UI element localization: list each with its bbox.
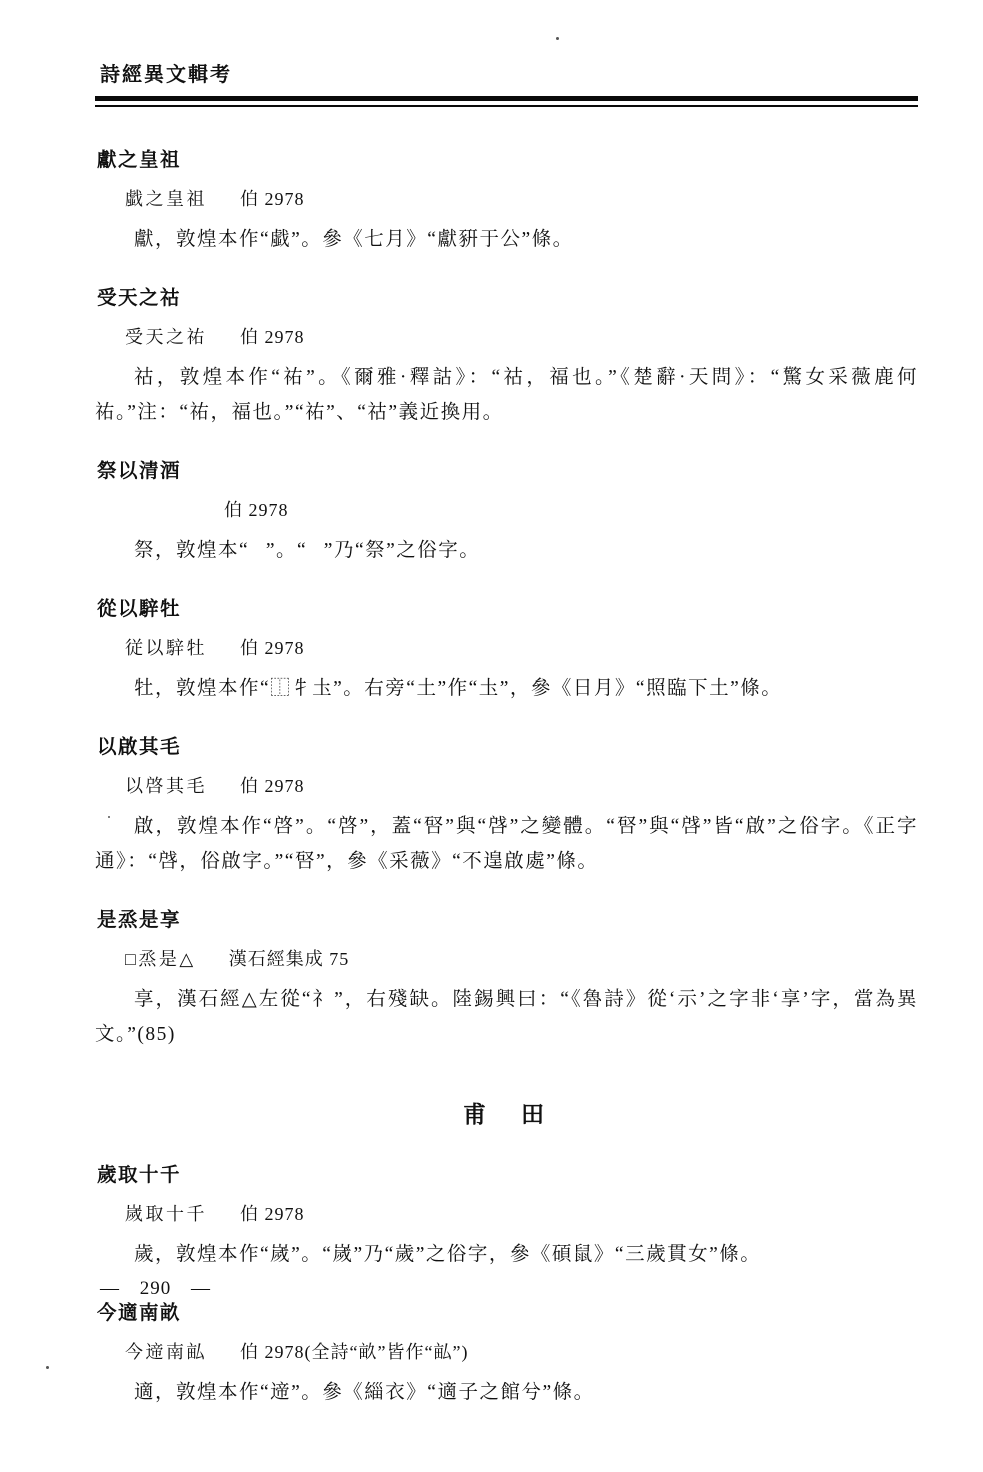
page-number-dash-left: — <box>100 1278 120 1299</box>
entry <box>95 1159 918 1272</box>
entry-lemma: 嵗取十千 <box>125 1204 207 1224</box>
entry-source: 伯 2978 <box>240 776 305 796</box>
scan-artifact-dot <box>556 37 559 40</box>
entry-headword: 歲取十千 <box>97 1163 182 1186</box>
entry-source: 漢石經集成 75 <box>228 949 350 969</box>
entry-source: 伯 2978(全詩“畝”皆作“畆”) <box>240 1342 469 1362</box>
entry-headword: 祭以清酒 <box>97 459 182 482</box>
entry-lemma: 今遆南畆 <box>125 1342 207 1362</box>
entry <box>95 1297 918 1410</box>
page-number-value: 290 <box>139 1278 172 1299</box>
entry <box>95 282 918 430</box>
page-number-dash-right: — <box>191 1278 211 1299</box>
entry-lemma: □烝是△ <box>125 949 196 969</box>
entry-lemma: 以啓其毛 <box>125 776 207 796</box>
entry-lemma-line <box>125 634 918 660</box>
entry-headword: 今適南畝 <box>97 1301 182 1324</box>
entry-body: 獻，敦煌本作“戱”。參《七月》“獻豣于公”條。 <box>134 229 574 250</box>
running-head: 詩經異文輯考 <box>100 62 232 86</box>
entry-lemma-line <box>125 185 918 211</box>
entry <box>95 144 918 257</box>
entry-headword: 以啟其毛 <box>97 735 182 758</box>
entry-body: 享，漢石經△左從“礻”，右殘缺。陸錫興曰：“《魯詩》從‘示’之字非‘享’字，當為異文。”(85) <box>95 989 918 1045</box>
entry-lemma: 従以騂牡 <box>125 638 207 658</box>
entry-source: 伯 2978 <box>224 500 289 520</box>
entry <box>95 731 918 879</box>
header-rule <box>95 96 918 107</box>
scan-artifact-dot <box>46 1366 49 1369</box>
entry-lemma-line <box>125 1200 918 1226</box>
entry-body: 祭，敦煌本“𥙊”。“𥙊”乃“祭”之俗字。 <box>134 540 481 561</box>
entry-body: 祜，敦煌本作“祐”。《爾雅·釋詁》：“祜，福也。”《楚辭·天問》：“驚女采薇鹿何祐。”注：“祐，福也。”“祐”、“祜”義近換用。 <box>95 367 918 423</box>
entry-lemma-line <box>125 945 918 971</box>
entry <box>95 593 918 706</box>
entry-source: 伯 2978 <box>240 638 305 658</box>
entry-lemma-line <box>125 1338 918 1364</box>
entry-lemma-line <box>125 772 918 798</box>
scan-artifact-dot <box>108 816 110 818</box>
entry <box>95 904 918 1052</box>
entry-body: 啟，敦煌本作“啓”。“啓”，蓋“唘”與“啔”之變體。“唘”與“啔”皆“啟”之俗字。《正字通》：“啔，俗啟字。”“唘”，參《采薇》“不遑啟處”條。 <box>95 816 918 872</box>
page-number <box>100 1278 211 1300</box>
section-title: 甫 田 <box>463 1102 550 1128</box>
header-rule-thick <box>95 96 918 101</box>
entry-body: 歲，敦煌本作“嵗”。“嵗”乃“歲”之俗字，參《碩鼠》“三歲貫女”條。 <box>134 1244 762 1265</box>
entry-body: 牡，敦煌本作“⿰牜圡”。右旁“土”作“圡”，參《日月》“照臨下土”條。 <box>134 678 783 699</box>
entry-lemma-line <box>125 496 918 522</box>
entry-headword: 受天之祜 <box>97 286 182 309</box>
entry-headword: 從以騂牡 <box>97 597 182 620</box>
entry-lemma: 受天之祐 <box>125 327 207 347</box>
entry-headword: 獻之皇祖 <box>97 148 182 171</box>
entry <box>95 455 918 568</box>
entry-lemma: 𥙊以清酒 <box>125 500 192 520</box>
page-content <box>95 144 918 1410</box>
header-rule-thin <box>95 105 918 107</box>
entry-source: 伯 2978 <box>240 327 305 347</box>
entry-lemma-line <box>125 323 918 349</box>
entry-headword: 是烝是享 <box>97 908 182 931</box>
entry-lemma: 戱之皇祖 <box>125 189 207 209</box>
entry-body: 適，敦煌本作“遆”。參《緇衣》“適子之館兮”條。 <box>134 1382 595 1403</box>
entry-source: 伯 2978 <box>240 189 305 209</box>
entry-source: 伯 2978 <box>240 1204 305 1224</box>
